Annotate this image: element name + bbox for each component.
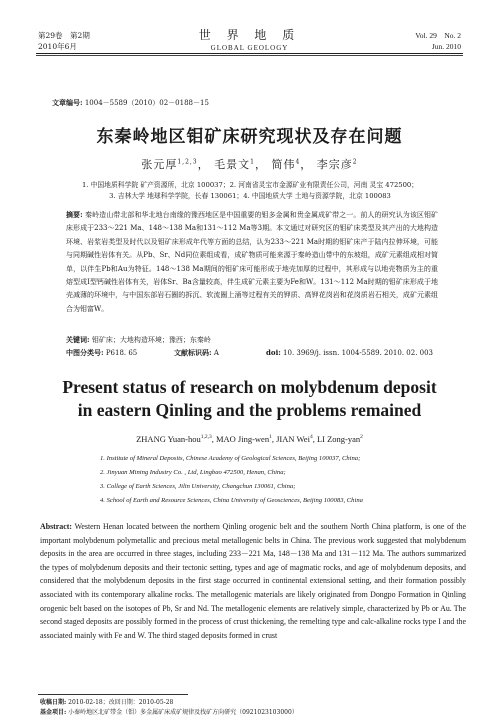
article-number-value: 1004－5589（2010）02－0188－15: [84, 99, 209, 107]
author-sep: ,: [211, 434, 216, 444]
author-4-en-affil: 2: [360, 434, 363, 441]
author-2-en: MAO Jing-wen: [215, 434, 270, 444]
date-cn: 2010年6月: [38, 42, 77, 51]
authors-cn: [0, 156, 499, 172]
affiliation-en-line-1: 1. Institute of Mineral Deposits, Chinese Academy of Geological Sciences, Beijing 100037, China;: [100, 455, 361, 462]
volume-issue-cn: 第29卷 第2期: [38, 31, 90, 40]
article-number-label: 文章编号:: [52, 98, 83, 107]
author-2-en-affil: 1: [269, 434, 272, 441]
title-en-line-1: Present status of research on molybdenum deposit: [62, 377, 437, 397]
keywords-cn-label: 关键词:: [66, 335, 90, 344]
authors-en: [0, 434, 499, 444]
header-rule-thin: [36, 55, 463, 56]
author-3-cn-affil: 4: [295, 158, 301, 166]
affiliation-en-line-2: 2. Jinyuan Mining Industry Co. , Ltd, Lingbao 472500, Henan, China;: [100, 469, 286, 476]
received-label: 收稿日期:: [40, 699, 67, 706]
title-en-line-2: in eastern Qinling and the problems remained: [77, 400, 422, 420]
title-cn: 东秦岭地区钼矿床研究现状及存在问题: [96, 127, 403, 147]
doc-code-value: A: [213, 349, 219, 357]
author-2-cn-affil: 1: [250, 158, 255, 166]
author-4-cn: 李宗彦: [316, 158, 353, 171]
keywords-cn-text: 钼矿床；大地构造环境；豫西；东秦岭: [91, 336, 211, 344]
abstract-en: [40, 520, 466, 642]
document-code: [174, 348, 219, 358]
abstract-cn-text: 秦岭造山带北部和华北地台南缘的豫西地区是中国重要的钼多金属和贵金属成矿带之一。前人的研究认为该区钼矿床形成于233～221 Ma、148～138 Ma和131～112 Ma等3期。本文通过对研究区的钼矿床类型及其产出的大地构造环境、岩浆岩类型及时代以及钼矿床形成年代等方面的总结，认为233～221 Ma时期的钼矿床产于陆内拉伸环境，可能与同期碱性岩体有关。从Pb、Sr、Nd同位素组成看，成矿物质可能来源于秦岭造山带中的东坡组，成矿元素组成相对简单，以伴生Pb和Au为特征。148～138 Ma期间的钼矿床可能形成于地壳加厚的过程中，其形成与以地壳物质为主的重熔型成I型钙碱性岩体有关，岩体Sr、Ba含量较高，伴生成矿元素主要为Fe和W。131～112 Ma时期的钼矿床形成于地壳减薄的环境中，与中国东部岩石圈的拆沉、软流圈上涌等过程有关的钾质、高钾花岗岩和花岗质岩石相关，成矿元素组合为钼富W。: [66, 211, 439, 313]
fund-project: [40, 708, 470, 718]
fund-label: 基金项目:: [40, 709, 67, 716]
author-sep: ,: [312, 434, 317, 444]
volume-issue-en: Vol. 29 No. 2: [415, 31, 461, 40]
abstract-cn-label: 摘要:: [66, 210, 83, 219]
affiliation-cn-line-2: 3. 吉林大学 地球科学学院，长春 130061；4. 中国地质大学 土地与资源学院，北京 100083: [109, 192, 391, 200]
received-date: [40, 698, 470, 708]
abstract-en-label: Abstract:: [40, 522, 72, 531]
article-number: [52, 98, 209, 108]
abstract-en-text: Western Henan located between the northern Qinling orogenic belt and the southern North China platform, is one of the important molybdenum polymetallic and precious metal metallogenic belts in China. The previous work suggested that molybdenum deposits in the area are occurred in three stages, including 233－221 Ma, 148－138 Ma and 131－112 Ma. The authors summarized the types of molybdenum deposits and their tectonic setting, types and age of magmatic rocks, and age of molybdenum deposits, and considered that the molybdenum deposits in the first stage occurred in continental extensional setting, and their formation possibly associated with its contemporary alkaline rocks. The metallogenic materials are likely originated from Dongpo Formation in Qinling orogenic belt based on the isotopes of Pb, Sr and Nd. The metallogenic elements are relatively simple, characterized by Pb or Au. The second staged deposits are possibly formed in the process of crust thickening, the remelting type and calc-alkaline rocks type I and the associated mainly with Fe and W. The third staged deposits formed in crust: [40, 522, 466, 640]
keywords-cn: [66, 335, 211, 345]
affiliation-en-line-3: 3. College of Earth Sciences, Jilin University, Changchun 130061, China;: [100, 483, 296, 490]
author-sep: ,: [271, 434, 277, 444]
author-sep: ，: [197, 158, 210, 171]
clc-code: [66, 348, 137, 358]
affiliation-cn-line-1: 1. 中国地质科学院 矿产资源所，北京 100037；2. 河南省灵宝市金源矿业有限责任公司，河南 灵宝 472500；: [81, 181, 419, 189]
author-3-cn: 简伟: [271, 158, 296, 171]
abstract-cn: [66, 208, 438, 316]
affiliations-en: [100, 452, 440, 508]
date-en: Jun. 2010: [431, 42, 461, 51]
header-rule-thick: [36, 53, 463, 54]
doi-label: doi:: [266, 348, 281, 357]
author-2-cn: 毛景文: [214, 158, 251, 171]
author-1-en-affil: 1,2,3: [200, 434, 212, 441]
doi: [266, 348, 433, 357]
affiliation-en-line-4: 4. School of Earth and Resource Sciences, China University of Geosciences, Beijing 100083, China: [100, 497, 363, 504]
author-4-cn-affil: 2: [352, 158, 358, 166]
footnote-rule: [38, 694, 188, 695]
journal-name-cn: 世 界 地 质: [198, 28, 301, 42]
received-value: 2010-02-18；改回日期：2010-05-28: [68, 699, 174, 706]
title-en: [0, 376, 499, 422]
author-3-en: JIAN Wei: [276, 434, 310, 444]
doi-value: 10. 3969/j. issn. 1004-5589. 2010. 02. 003: [283, 349, 434, 357]
author-4-en: LI Zong-yan: [316, 434, 361, 444]
author-1-cn: 张元厚: [141, 158, 178, 171]
clc-label: 中图分类号:: [66, 348, 104, 357]
author-1-cn-affil: 1,2,3: [177, 158, 198, 166]
header-right: [415, 30, 461, 52]
journal-name-en: GLOBAL GEOLOGY: [210, 44, 289, 52]
affiliations-cn: [40, 180, 460, 202]
doc-code-label: 文献标识码:: [174, 348, 212, 357]
fund-value: 小秦岭地区北矿带金（钼）多金属矿床成矿规律及找矿方向研究（0921023103000）: [68, 709, 298, 716]
author-3-en-affil: 4: [309, 434, 313, 441]
footnotes: [40, 698, 470, 718]
clc-value: P618. 65: [105, 349, 138, 357]
author-1-en: ZHANG Yuan-hou: [136, 434, 201, 444]
author-sep: ，: [300, 158, 313, 171]
author-sep: ，: [254, 158, 267, 171]
